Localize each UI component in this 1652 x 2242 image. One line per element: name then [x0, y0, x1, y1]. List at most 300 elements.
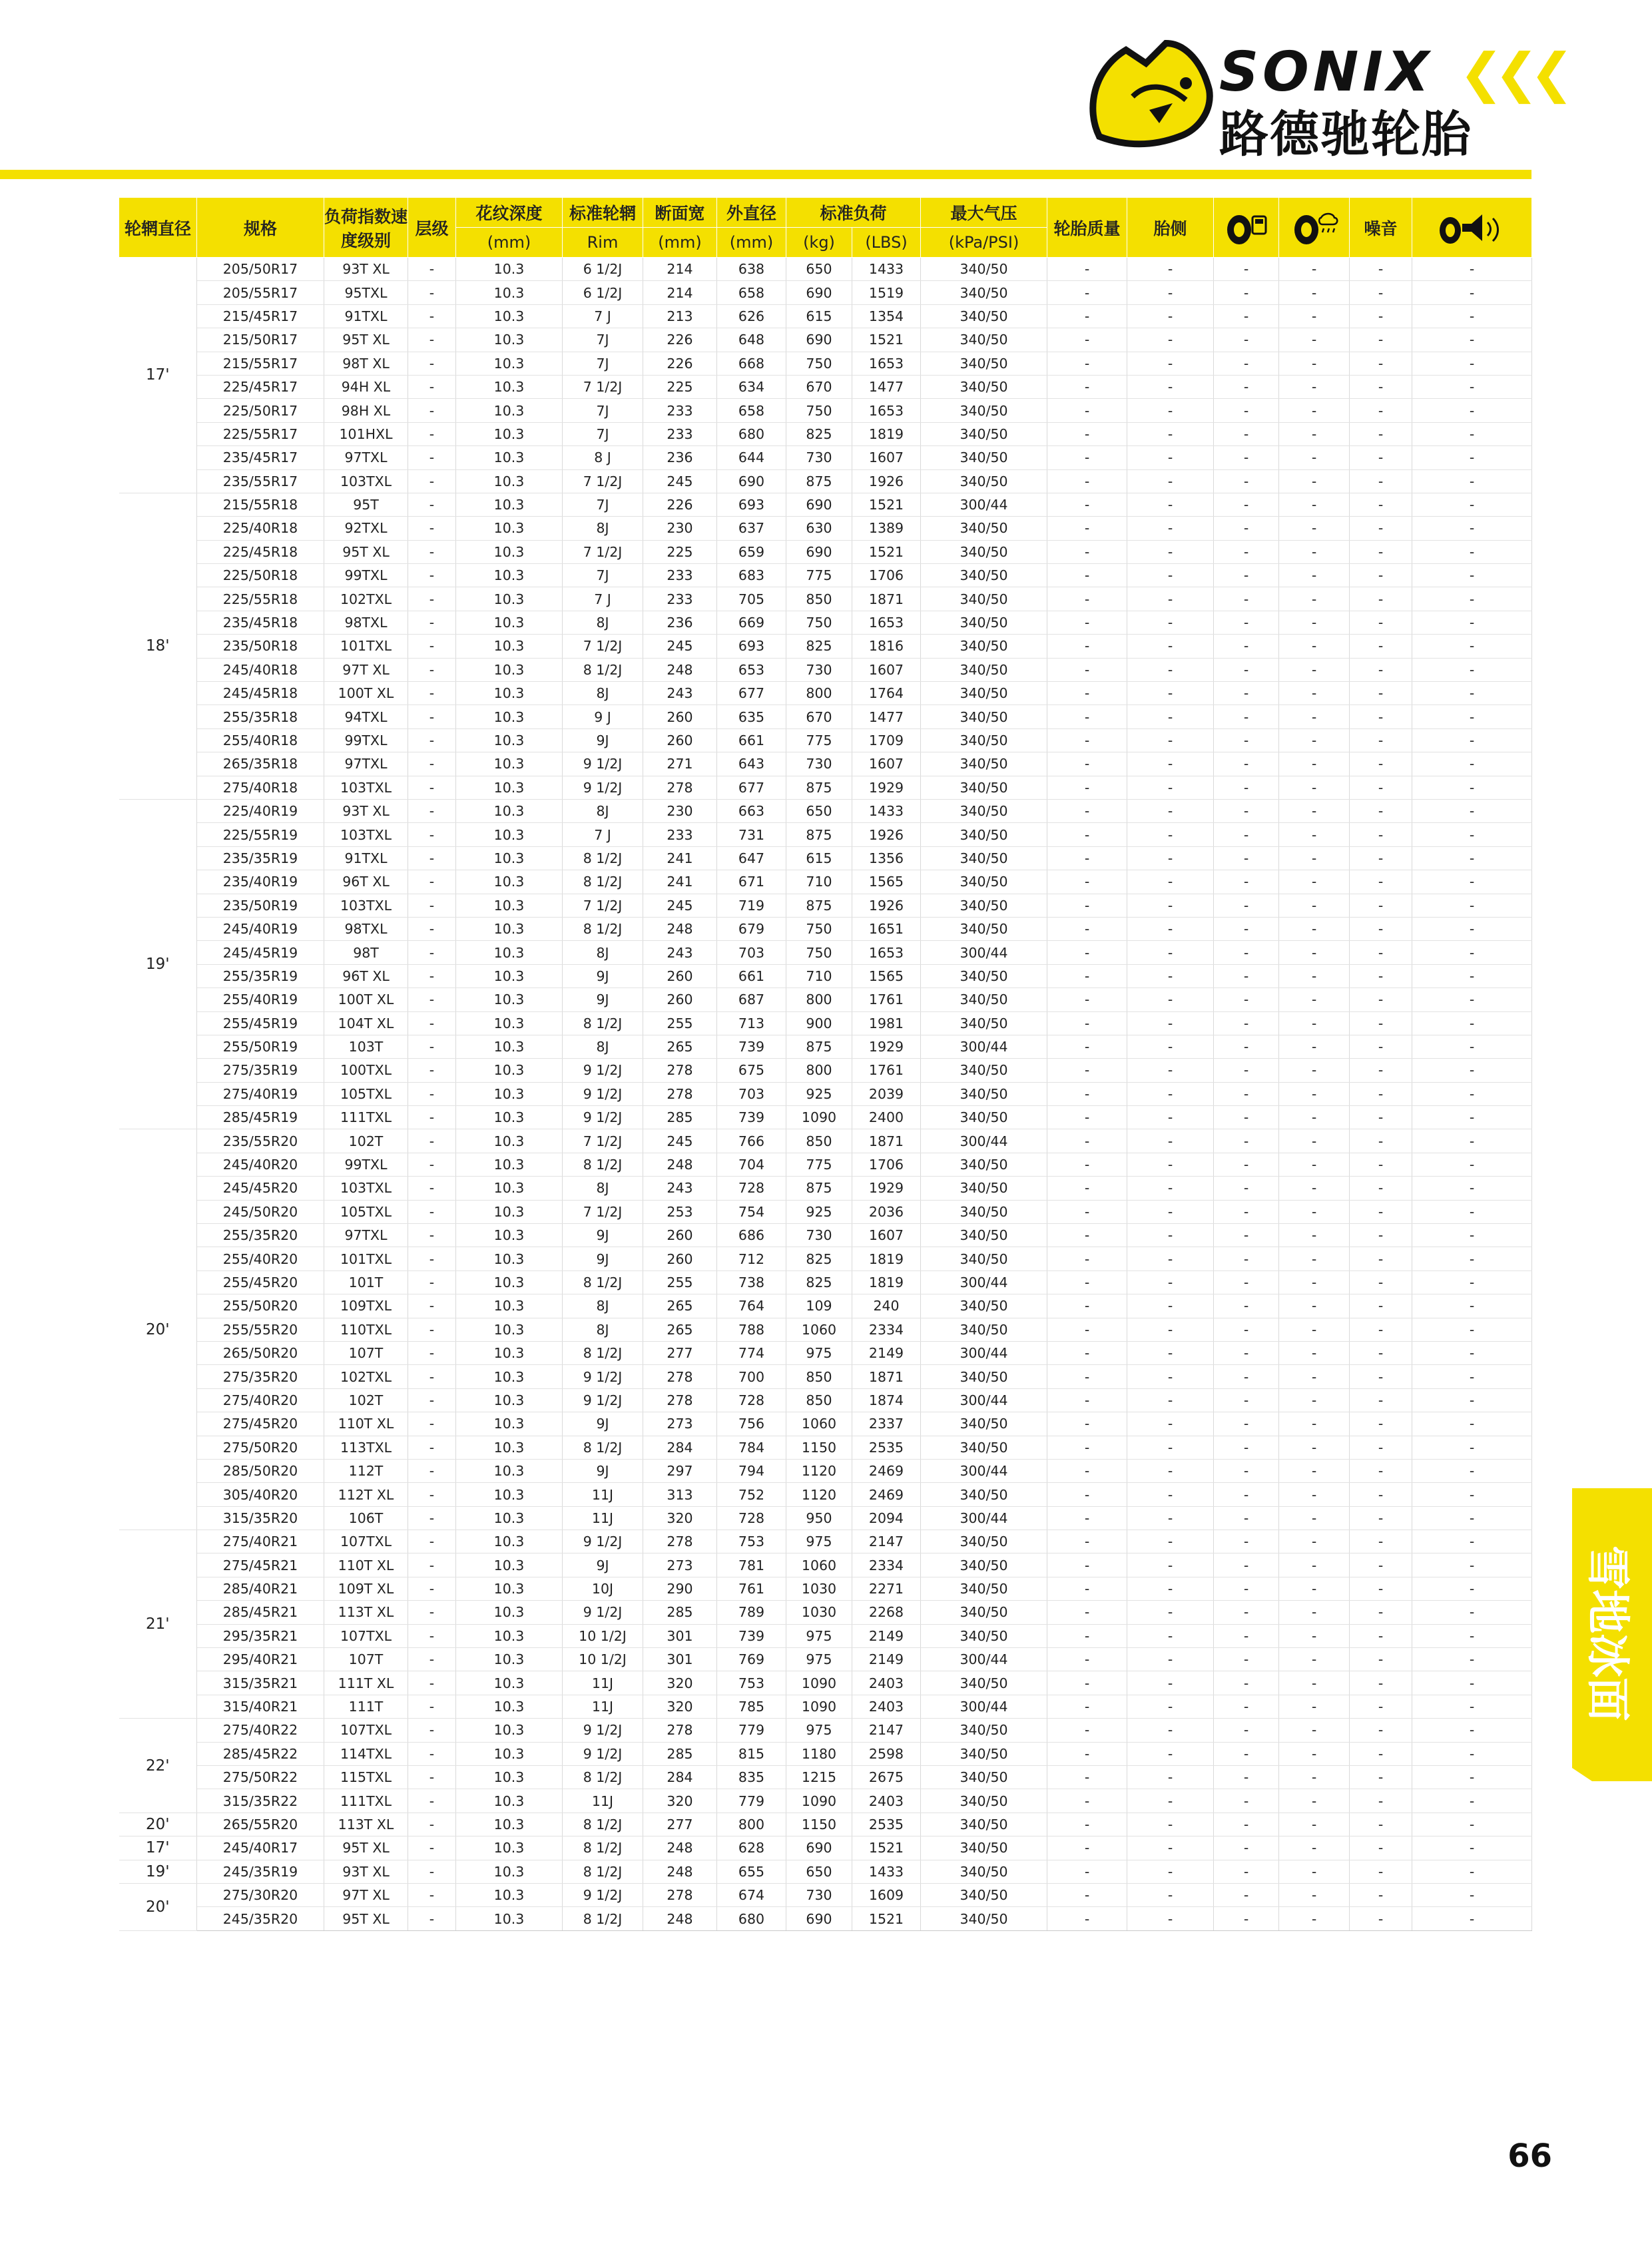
tread-depth-cell: 10.3 [456, 1601, 563, 1624]
size-cell: 245/40R20 [197, 1153, 324, 1176]
max-pressure-cell: 340/50 [921, 964, 1047, 987]
sidewall-cell: - [1127, 1106, 1214, 1129]
load-kg-cell: 670 [786, 375, 852, 398]
table-row [119, 846, 1532, 870]
fuel-efficiency-cell: - [1214, 1082, 1279, 1105]
wet-grip-cell: - [1279, 352, 1350, 375]
max-pressure-cell: 340/50 [921, 870, 1047, 894]
ply-cell: - [408, 1506, 456, 1530]
load-kg-cell: 925 [786, 1082, 852, 1105]
col-load-speed: 负荷指数速度级别 [324, 198, 408, 258]
load-speed-cell: 107T [324, 1341, 408, 1364]
outer-diameter-cell: 756 [717, 1412, 786, 1436]
noise-cell: - [1350, 1035, 1412, 1058]
ply-cell: - [408, 1483, 456, 1506]
outer-diameter-cell: 789 [717, 1601, 786, 1624]
wet-grip-cell: - [1279, 1153, 1350, 1176]
wet-grip-cell: - [1279, 1365, 1350, 1388]
outer-diameter-cell: 731 [717, 823, 786, 846]
wet-grip-cell: - [1279, 1177, 1350, 1200]
load-kg-cell: 775 [786, 564, 852, 587]
load-kg-cell: 875 [786, 469, 852, 493]
fuel-efficiency-cell: - [1214, 1459, 1279, 1482]
load-kg-cell: 690 [786, 328, 852, 352]
outer-diameter-cell: 700 [717, 1365, 786, 1388]
wet-grip-cell: - [1279, 823, 1350, 846]
load-kg-cell: 1150 [786, 1436, 852, 1459]
tread-depth-cell: 10.3 [456, 1388, 563, 1412]
tread-depth-cell: 10.3 [456, 1436, 563, 1459]
fuel-efficiency-cell: - [1214, 705, 1279, 728]
fuel-efficiency-icon [1223, 208, 1270, 247]
section-width-cell: 278 [643, 1530, 717, 1553]
std-rim-cell: 9 1/2J [563, 1719, 643, 1742]
ply-cell: - [408, 1388, 456, 1412]
load-lbs-cell: 1819 [852, 1270, 921, 1294]
outer-diameter-cell: 761 [717, 1577, 786, 1600]
outer-diameter-cell: 754 [717, 1200, 786, 1223]
noise-cell: - [1350, 1695, 1412, 1718]
tire-quality-cell: - [1047, 894, 1127, 917]
outer-diameter-cell: 638 [717, 258, 786, 281]
tire-quality-cell: - [1047, 1766, 1127, 1789]
tread-depth-cell: 10.3 [456, 1695, 563, 1718]
noise-cell: - [1350, 823, 1412, 846]
std-rim-cell: 7 J [563, 304, 643, 328]
table-row [119, 540, 1532, 563]
load-lbs-cell: 2535 [852, 1436, 921, 1459]
load-kg-cell: 1180 [786, 1742, 852, 1765]
wet-grip-cell: - [1279, 1719, 1350, 1742]
section-width-cell: 255 [643, 1011, 717, 1035]
wet-grip-cell: - [1279, 1436, 1350, 1459]
load-lbs-cell: 1354 [852, 304, 921, 328]
std-rim-cell: 11J [563, 1506, 643, 1530]
sidewall-cell: - [1127, 964, 1214, 987]
size-cell: 275/40R18 [197, 776, 324, 799]
noise-cell: - [1350, 1577, 1412, 1600]
noise-cell: - [1350, 1341, 1412, 1364]
tire-quality-cell: - [1047, 1506, 1127, 1530]
max-pressure-cell: 340/50 [921, 1530, 1047, 1553]
sidewall-cell: - [1127, 1247, 1214, 1270]
noise-cell: - [1350, 964, 1412, 987]
ply-cell: - [408, 517, 456, 540]
ply-cell: - [408, 1813, 456, 1836]
load-speed-cell: 96T XL [324, 870, 408, 894]
noise-level-cell: - [1412, 1648, 1532, 1671]
tire-quality-cell: - [1047, 658, 1127, 681]
ply-cell: - [408, 446, 456, 469]
max-pressure-cell: 340/50 [921, 776, 1047, 799]
table-row [119, 611, 1532, 634]
noise-cell: - [1350, 1601, 1412, 1624]
load-kg-cell: 975 [786, 1624, 852, 1647]
tread-depth-cell: 10.3 [456, 870, 563, 894]
sidewall-cell: - [1127, 1766, 1214, 1789]
table-row [119, 988, 1532, 1011]
load-speed-cell: 101TXL [324, 635, 408, 658]
load-speed-cell: 102TXL [324, 587, 408, 611]
noise-cell: - [1350, 705, 1412, 728]
tire-quality-cell: - [1047, 399, 1127, 422]
noise-cell: - [1350, 1907, 1412, 1930]
tread-depth-cell: 10.3 [456, 493, 563, 516]
tread-depth-cell: 10.3 [456, 281, 563, 304]
tread-depth-cell: 10.3 [456, 1224, 563, 1247]
noise-level-cell: - [1412, 658, 1532, 681]
unit-rim: Rim [563, 228, 643, 258]
std-rim-cell: 7J [563, 399, 643, 422]
sidewall-cell: - [1127, 1789, 1214, 1813]
sidewall-cell: - [1127, 1011, 1214, 1035]
ply-cell: - [408, 1294, 456, 1318]
load-lbs-cell: 2535 [852, 1813, 921, 1836]
tire-quality-cell: - [1047, 1153, 1127, 1176]
fuel-efficiency-cell: - [1214, 1270, 1279, 1294]
rim-diameter-cell: 19' [119, 799, 197, 1129]
fuel-efficiency-cell: - [1214, 776, 1279, 799]
load-lbs-cell: 1651 [852, 917, 921, 940]
noise-cell: - [1350, 564, 1412, 587]
tire-quality-cell: - [1047, 1200, 1127, 1223]
size-cell: 255/40R18 [197, 728, 324, 752]
load-kg-cell: 730 [786, 1224, 852, 1247]
tread-depth-cell: 10.3 [456, 399, 563, 422]
load-kg-cell: 650 [786, 799, 852, 822]
size-cell: 275/50R20 [197, 1436, 324, 1459]
load-lbs-cell: 2039 [852, 1082, 921, 1105]
load-speed-cell: 111T XL [324, 1671, 408, 1695]
sidewall-cell: - [1127, 1129, 1214, 1153]
wet-grip-cell: - [1279, 1506, 1350, 1530]
noise-cell: - [1350, 1059, 1412, 1082]
noise-level-cell: - [1412, 564, 1532, 587]
section-width-cell: 248 [643, 1860, 717, 1883]
noise-level-cell: - [1412, 1106, 1532, 1129]
std-rim-cell: 7 J [563, 823, 643, 846]
section-width-cell: 241 [643, 846, 717, 870]
table-row [119, 799, 1532, 822]
load-lbs-cell: 1521 [852, 1907, 921, 1930]
wet-grip-cell: - [1279, 1459, 1350, 1482]
noise-level-cell: - [1412, 587, 1532, 611]
std-rim-cell: 7 1/2J [563, 894, 643, 917]
noise-cell: - [1350, 1177, 1412, 1200]
noise-cell: - [1350, 1483, 1412, 1506]
wet-grip-cell: - [1279, 1294, 1350, 1318]
wet-grip-cell: - [1279, 1883, 1350, 1906]
load-speed-cell: 111TXL [324, 1789, 408, 1813]
tread-depth-cell: 10.3 [456, 1742, 563, 1765]
load-speed-cell: 103TXL [324, 776, 408, 799]
load-kg-cell: 825 [786, 1270, 852, 1294]
sidewall-cell: - [1127, 894, 1214, 917]
load-lbs-cell: 1706 [852, 564, 921, 587]
ply-cell: - [408, 705, 456, 728]
tire-quality-cell: - [1047, 799, 1127, 822]
section-width-cell: 320 [643, 1671, 717, 1695]
load-speed-cell: 103T [324, 1035, 408, 1058]
load-kg-cell: 1120 [786, 1483, 852, 1506]
section-width-cell: 245 [643, 635, 717, 658]
size-cell: 225/40R19 [197, 799, 324, 822]
brand-logo [1086, 37, 1565, 163]
noise-level-cell: - [1412, 1224, 1532, 1247]
tire-quality-cell: - [1047, 281, 1127, 304]
load-lbs-cell: 1871 [852, 587, 921, 611]
tread-depth-cell: 10.3 [456, 1294, 563, 1318]
load-kg-cell: 850 [786, 1365, 852, 1388]
size-cell: 225/40R18 [197, 517, 324, 540]
wet-grip-cell: - [1279, 1530, 1350, 1553]
wet-grip-cell: - [1279, 1577, 1350, 1600]
table-row [119, 1294, 1532, 1318]
load-speed-cell: 99TXL [324, 564, 408, 587]
fuel-efficiency-cell: - [1214, 564, 1279, 587]
outer-diameter-cell: 674 [717, 1883, 786, 1906]
fuel-efficiency-cell: - [1214, 799, 1279, 822]
sidewall-cell: - [1127, 1294, 1214, 1318]
noise-level-cell: - [1412, 1459, 1532, 1482]
noise-level-cell: - [1412, 1742, 1532, 1765]
max-pressure-cell: 300/44 [921, 1506, 1047, 1530]
wet-grip-cell: - [1279, 469, 1350, 493]
col-ply: 层级 [408, 198, 456, 258]
unit-outer-mm: (mm) [717, 228, 786, 258]
max-pressure-cell: 340/50 [921, 1719, 1047, 1742]
std-rim-cell: 8 J [563, 446, 643, 469]
section-width-cell: 260 [643, 1247, 717, 1270]
std-rim-cell: 8 1/2J [563, 917, 643, 940]
max-pressure-cell: 340/50 [921, 635, 1047, 658]
section-width-cell: 248 [643, 658, 717, 681]
load-speed-cell: 91TXL [324, 304, 408, 328]
load-kg-cell: 750 [786, 399, 852, 422]
fuel-efficiency-cell: - [1214, 1177, 1279, 1200]
noise-level-cell: - [1412, 258, 1532, 281]
outer-diameter-cell: 677 [717, 682, 786, 705]
load-lbs-cell: 240 [852, 1294, 921, 1318]
section-width-cell: 225 [643, 375, 717, 398]
tread-depth-cell: 10.3 [456, 446, 563, 469]
table-row [119, 1059, 1532, 1082]
tread-depth-cell: 10.3 [456, 1106, 563, 1129]
sidewall-cell: - [1127, 776, 1214, 799]
table-row [119, 705, 1532, 728]
outer-diameter-cell: 753 [717, 1530, 786, 1553]
sidewall-cell: - [1127, 1035, 1214, 1058]
max-pressure-cell: 340/50 [921, 1766, 1047, 1789]
sidewall-cell: - [1127, 1388, 1214, 1412]
fuel-efficiency-cell: - [1214, 304, 1279, 328]
noise-level-cell: - [1412, 1177, 1532, 1200]
wet-grip-cell: - [1279, 375, 1350, 398]
load-speed-cell: 97TXL [324, 446, 408, 469]
outer-diameter-cell: 680 [717, 422, 786, 445]
table-row [119, 375, 1532, 398]
table-row [119, 1577, 1532, 1600]
outer-diameter-cell: 781 [717, 1553, 786, 1577]
fuel-efficiency-cell: - [1214, 894, 1279, 917]
section-width-cell: 248 [643, 1836, 717, 1860]
size-cell: 275/40R22 [197, 1719, 324, 1742]
size-cell: 235/45R18 [197, 611, 324, 634]
sidewall-cell: - [1127, 304, 1214, 328]
ply-cell: - [408, 540, 456, 563]
fuel-efficiency-cell: - [1214, 1483, 1279, 1506]
tread-depth-cell: 10.3 [456, 1200, 563, 1223]
max-pressure-cell: 340/50 [921, 611, 1047, 634]
outer-diameter-cell: 644 [717, 446, 786, 469]
outer-diameter-cell: 764 [717, 1294, 786, 1318]
sidewall-cell: - [1127, 328, 1214, 352]
tire-quality-cell: - [1047, 1907, 1127, 1930]
wet-grip-cell: - [1279, 635, 1350, 658]
noise-cell: - [1350, 1671, 1412, 1695]
sidewall-cell: - [1127, 1459, 1214, 1482]
fuel-efficiency-cell: - [1214, 399, 1279, 422]
load-lbs-cell: 1761 [852, 988, 921, 1011]
load-speed-cell: 93T XL [324, 258, 408, 281]
max-pressure-cell: 340/50 [921, 752, 1047, 776]
size-cell: 235/50R18 [197, 635, 324, 658]
tread-depth-cell: 10.3 [456, 1483, 563, 1506]
tread-depth-cell: 10.3 [456, 1648, 563, 1671]
noise-level-cell: - [1412, 469, 1532, 493]
load-speed-cell: 107T [324, 1648, 408, 1671]
size-cell: 255/50R20 [197, 1294, 324, 1318]
load-kg-cell: 800 [786, 988, 852, 1011]
tire-quality-cell: - [1047, 469, 1127, 493]
section-width-cell: 253 [643, 1200, 717, 1223]
table-row [119, 870, 1532, 894]
tire-quality-cell: - [1047, 1577, 1127, 1600]
tread-depth-cell: 10.3 [456, 517, 563, 540]
tire-quality-cell: - [1047, 846, 1127, 870]
load-kg-cell: 850 [786, 1388, 852, 1412]
ply-cell: - [408, 1436, 456, 1459]
outer-diameter-cell: 713 [717, 1011, 786, 1035]
tread-depth-cell: 10.3 [456, 540, 563, 563]
noise-cell: - [1350, 682, 1412, 705]
outer-diameter-cell: 794 [717, 1459, 786, 1482]
load-speed-cell: 101TXL [324, 1247, 408, 1270]
sidewall-cell: - [1127, 1836, 1214, 1860]
fuel-efficiency-cell: - [1214, 469, 1279, 493]
ply-cell: - [408, 1624, 456, 1647]
tire-quality-cell: - [1047, 328, 1127, 352]
ply-cell: - [408, 823, 456, 846]
ply-cell: - [408, 682, 456, 705]
wet-grip-cell: - [1279, 1200, 1350, 1223]
wet-grip-cell: - [1279, 1247, 1350, 1270]
wet-grip-cell: - [1279, 1766, 1350, 1789]
size-cell: 245/40R19 [197, 917, 324, 940]
ply-cell: - [408, 493, 456, 516]
load-speed-cell: 112T [324, 1459, 408, 1482]
max-pressure-cell: 340/50 [921, 823, 1047, 846]
std-rim-cell: 9 1/2J [563, 1742, 643, 1765]
fuel-efficiency-cell: - [1214, 258, 1279, 281]
sidewall-cell: - [1127, 375, 1214, 398]
tire-quality-cell: - [1047, 1177, 1127, 1200]
tread-depth-cell: 10.3 [456, 1577, 563, 1600]
table-row [119, 469, 1532, 493]
tire-quality-cell: - [1047, 705, 1127, 728]
load-lbs-cell: 1356 [852, 846, 921, 870]
noise-level-cell: - [1412, 1695, 1532, 1718]
tread-depth-cell: 10.3 [456, 964, 563, 987]
outer-diameter-cell: 690 [717, 469, 786, 493]
noise-cell: - [1350, 1506, 1412, 1530]
load-lbs-cell: 2334 [852, 1318, 921, 1341]
load-kg-cell: 710 [786, 964, 852, 987]
outer-diameter-cell: 634 [717, 375, 786, 398]
max-pressure-cell: 340/50 [921, 846, 1047, 870]
noise-level-cell: - [1412, 1011, 1532, 1035]
max-pressure-cell: 340/50 [921, 728, 1047, 752]
noise-level-cell: - [1412, 446, 1532, 469]
load-lbs-cell: 1874 [852, 1388, 921, 1412]
load-lbs-cell: 1929 [852, 776, 921, 799]
std-rim-cell: 8J [563, 941, 643, 964]
outer-diameter-cell: 785 [717, 1695, 786, 1718]
fuel-efficiency-cell: - [1214, 1294, 1279, 1318]
load-lbs-cell: 1521 [852, 493, 921, 516]
std-rim-cell: 11J [563, 1671, 643, 1695]
outer-diameter-cell: 659 [717, 540, 786, 563]
outer-diameter-cell: 653 [717, 658, 786, 681]
load-lbs-cell: 1389 [852, 517, 921, 540]
noise-cell: - [1350, 469, 1412, 493]
load-lbs-cell: 1519 [852, 281, 921, 304]
wet-grip-cell: - [1279, 540, 1350, 563]
std-rim-cell: 11J [563, 1789, 643, 1813]
size-cell: 255/50R19 [197, 1035, 324, 1058]
brand-chevrons: ❮❮❮ [1459, 42, 1565, 104]
size-cell: 275/30R20 [197, 1883, 324, 1906]
noise-cell: - [1350, 1813, 1412, 1836]
load-kg-cell: 925 [786, 1200, 852, 1223]
std-rim-cell: 7J [563, 493, 643, 516]
load-speed-cell: 104T XL [324, 1011, 408, 1035]
rim-diameter-cell: 17' [119, 258, 197, 493]
ply-cell: - [408, 1035, 456, 1058]
std-rim-cell: 11J [563, 1695, 643, 1718]
table-row [119, 258, 1532, 281]
tire-quality-cell: - [1047, 1035, 1127, 1058]
max-pressure-cell: 340/50 [921, 1011, 1047, 1035]
noise-level-cell: - [1412, 1294, 1532, 1318]
tire-quality-cell: - [1047, 988, 1127, 1011]
load-kg-cell: 1030 [786, 1577, 852, 1600]
load-lbs-cell: 1929 [852, 1177, 921, 1200]
load-kg-cell: 1060 [786, 1553, 852, 1577]
fuel-efficiency-cell: - [1214, 870, 1279, 894]
std-rim-cell: 8 1/2J [563, 658, 643, 681]
section-width-cell: 320 [643, 1506, 717, 1530]
section-width-cell: 313 [643, 1483, 717, 1506]
tire-quality-cell: - [1047, 493, 1127, 516]
tire-quality-cell: - [1047, 752, 1127, 776]
section-width-cell: 236 [643, 446, 717, 469]
fuel-efficiency-cell: - [1214, 1530, 1279, 1553]
noise-cell: - [1350, 1294, 1412, 1318]
size-cell: 275/45R21 [197, 1553, 324, 1577]
noise-level-cell: - [1412, 1766, 1532, 1789]
fuel-efficiency-cell: - [1214, 1671, 1279, 1695]
